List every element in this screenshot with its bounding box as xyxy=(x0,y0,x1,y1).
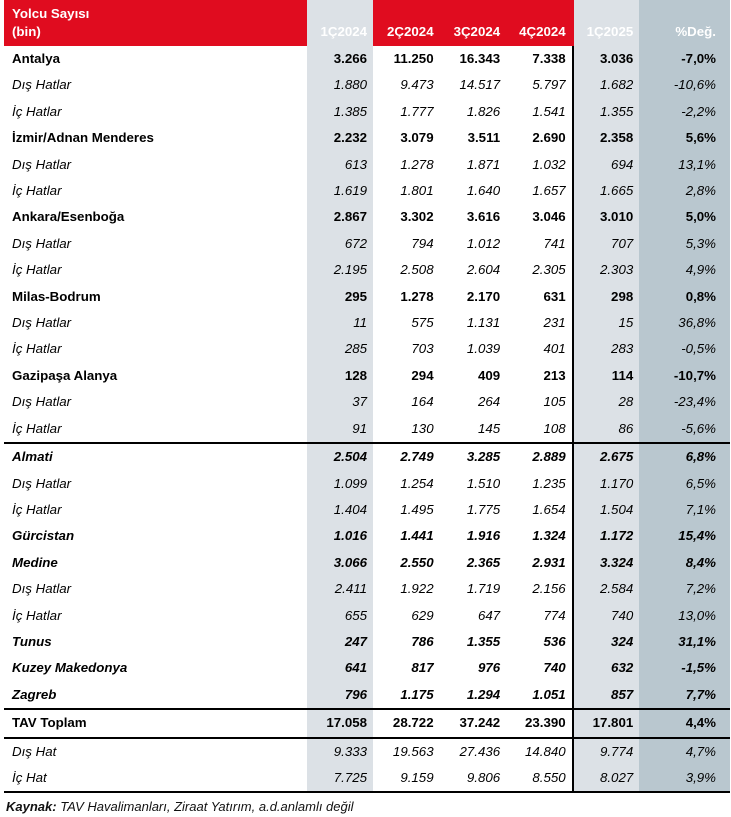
cell-value: 28 xyxy=(573,389,640,415)
cell-value: 285 xyxy=(307,336,374,362)
cell-value: 86 xyxy=(573,416,640,443)
cell-value: 1.131 xyxy=(466,315,501,331)
cell-value: 164 xyxy=(411,394,434,410)
cell-value: 145 xyxy=(477,420,501,436)
row-label: Almati xyxy=(4,443,307,470)
cell-value: 1.801 xyxy=(400,183,434,199)
cell-value: 9.774 xyxy=(573,738,640,765)
cell-value: 1.922 xyxy=(400,581,434,597)
cell-value: 1.510 xyxy=(466,475,501,491)
cell-change: 0,8% xyxy=(639,284,730,310)
column-header-q1-2024: 1Ç2024 xyxy=(307,0,374,46)
cell-change: 36,8% xyxy=(639,310,730,336)
cell-value: 1.682 xyxy=(573,72,640,98)
cell-value: 3.046 xyxy=(532,209,566,225)
cell-value: 3.079 xyxy=(400,130,434,146)
cell-value: 7.338 xyxy=(532,51,566,66)
cell-value: 3.511 xyxy=(467,130,501,146)
cell-value: 2.504 xyxy=(307,443,374,470)
table-row xyxy=(4,576,730,602)
cell-value: 2.232 xyxy=(307,125,374,151)
cell-value: 11.250 xyxy=(393,51,434,66)
cell-value: 247 xyxy=(307,629,374,655)
cell-value: 672 xyxy=(307,231,374,257)
row-label: Dış Hatlar xyxy=(12,581,72,597)
table-row xyxy=(4,257,730,283)
cell-value: 14.840 xyxy=(525,743,566,759)
row-label: İç Hatlar xyxy=(12,183,62,199)
cell-value: 7.725 xyxy=(307,765,374,792)
cell-value: 2.889 xyxy=(506,443,573,470)
table-row xyxy=(4,178,730,204)
cell-value: 2.584 xyxy=(573,576,640,602)
cell-value: 3.285 xyxy=(440,443,507,470)
cell-value: 2.303 xyxy=(573,257,640,283)
source-footnote xyxy=(6,797,731,817)
table-row xyxy=(4,99,730,125)
cell-value: 1.719 xyxy=(466,581,501,597)
cell-value: 2.195 xyxy=(307,257,374,283)
cell-value: 264 xyxy=(477,394,501,410)
cell-change: 5,0% xyxy=(639,204,730,230)
cell-value: 1.172 xyxy=(573,523,640,549)
table-row xyxy=(4,310,730,336)
cell-value: 324 xyxy=(573,629,640,655)
cell-change: 6,8% xyxy=(639,443,730,470)
cell-value: 105 xyxy=(543,394,566,410)
cell-change: 6,5% xyxy=(639,471,730,497)
cell-value: 1.012 xyxy=(466,235,501,251)
cell-value: 1.777 xyxy=(400,103,434,119)
cell-value: 1.871 xyxy=(466,156,501,172)
table-row xyxy=(4,738,730,765)
table-row xyxy=(4,284,730,310)
cell-change: 3,9% xyxy=(639,765,730,792)
table-row xyxy=(4,125,730,151)
cell-value: 2.604 xyxy=(466,262,501,278)
table-row xyxy=(4,46,730,72)
cell-change: -10,6% xyxy=(639,72,730,98)
cell-value: 3.302 xyxy=(400,209,434,225)
cell-value: 1.665 xyxy=(573,178,640,204)
cell-value: 2.358 xyxy=(573,125,640,151)
row-label: İç Hatlar xyxy=(12,501,62,517)
cell-value: 9.333 xyxy=(307,738,374,765)
cell-value: 796 xyxy=(307,682,374,709)
cell-change: 2,8% xyxy=(639,178,730,204)
cell-value: 23.390 xyxy=(506,709,573,737)
cell-value: 694 xyxy=(573,152,640,178)
cell-value: 1.324 xyxy=(532,528,566,544)
cell-value: 1.355 xyxy=(466,633,501,649)
cell-value: 3.036 xyxy=(573,46,640,72)
cell-value: 1.404 xyxy=(307,497,374,523)
table-row xyxy=(4,497,730,523)
cell-change: 13,1% xyxy=(639,152,730,178)
cell-value: 976 xyxy=(477,660,501,676)
cell-value: 1.355 xyxy=(573,99,640,125)
cell-value: 2.305 xyxy=(532,262,566,278)
cell-value: 19.563 xyxy=(392,743,434,759)
table-row xyxy=(4,523,730,549)
cell-value: 128 xyxy=(307,363,374,389)
cell-value: 3.266 xyxy=(307,46,374,72)
row-label: Dış Hatlar xyxy=(12,235,72,251)
row-label: Gürcistan xyxy=(12,528,75,544)
table-header-row xyxy=(4,0,730,46)
table-row xyxy=(4,72,730,98)
row-label: Antalya xyxy=(12,51,61,66)
cell-value: 9.473 xyxy=(400,77,434,93)
cell-change: -1,5% xyxy=(639,655,730,681)
cell-change: 8,4% xyxy=(639,550,730,576)
cell-value: 703 xyxy=(411,341,434,357)
cell-change: 13,0% xyxy=(639,603,730,629)
row-label: TAV Toplam xyxy=(4,709,307,737)
cell-value: 2.365 xyxy=(466,554,501,570)
cell-change: -7,0% xyxy=(639,46,730,72)
table-title-unit: (bin) xyxy=(12,24,41,40)
cell-value: 631 xyxy=(543,288,566,304)
cell-value: 1.032 xyxy=(532,156,566,172)
cell-value: 2.170 xyxy=(466,288,501,304)
cell-value: 3.616 xyxy=(466,209,501,225)
column-header-q1-2025: 1Ç2025 xyxy=(573,0,640,46)
cell-value: 114 xyxy=(573,363,640,389)
cell-value: 1.039 xyxy=(466,341,501,357)
cell-value: 2.550 xyxy=(400,554,434,570)
cell-value: 9.806 xyxy=(440,765,507,792)
cell-value: 647 xyxy=(477,607,501,623)
cell-value: 1.016 xyxy=(307,523,374,549)
cell-value: 707 xyxy=(573,231,640,257)
cell-value: 1.294 xyxy=(466,686,501,702)
cell-value: 130 xyxy=(411,420,434,436)
cell-change: 7,2% xyxy=(639,576,730,602)
cell-value: 213 xyxy=(543,367,566,383)
column-header-q3-2024: 3Ç2024 xyxy=(440,0,507,46)
cell-value: 2.690 xyxy=(532,130,566,146)
cell-value: 629 xyxy=(411,607,434,623)
cell-value: 298 xyxy=(573,284,640,310)
cell-value: 283 xyxy=(573,336,640,362)
cell-value: 575 xyxy=(411,315,434,331)
cell-change: 5,6% xyxy=(639,125,730,151)
table-header xyxy=(4,0,730,46)
cell-change: 31,1% xyxy=(639,629,730,655)
cell-value: 641 xyxy=(307,655,374,681)
row-label: İç Hat xyxy=(4,765,307,792)
table-body xyxy=(4,46,730,792)
cell-value: 3.324 xyxy=(573,550,640,576)
cell-value: 794 xyxy=(411,235,434,251)
cell-change: 7,7% xyxy=(639,682,730,709)
table-row xyxy=(4,231,730,257)
cell-value: 1.099 xyxy=(307,471,374,497)
table-row xyxy=(4,152,730,178)
table-row xyxy=(4,363,730,389)
cell-value: 1.541 xyxy=(532,103,566,119)
cell-change: 4,7% xyxy=(639,738,730,765)
passenger-statistics-table xyxy=(4,0,730,793)
column-header-q2-2024: 2Ç2024 xyxy=(373,0,440,46)
cell-value: 1.254 xyxy=(400,475,434,491)
cell-value: 8.550 xyxy=(506,765,573,792)
cell-value: 91 xyxy=(307,416,374,443)
cell-value: 786 xyxy=(411,633,434,649)
cell-value: 1.051 xyxy=(532,686,566,702)
cell-change: -23,4% xyxy=(639,389,730,415)
row-label: Gazipaşa Alanya xyxy=(12,367,118,383)
cell-value: 1.654 xyxy=(532,501,566,517)
cell-value: 817 xyxy=(411,660,434,676)
cell-value: 1.441 xyxy=(400,528,434,544)
source-label: Kaynak: xyxy=(6,799,57,815)
cell-value: 14.517 xyxy=(459,77,501,93)
row-label: Dış Hatlar xyxy=(12,156,72,172)
table-row xyxy=(4,471,730,497)
cell-value: 1.826 xyxy=(466,103,501,119)
table-row xyxy=(4,443,730,470)
source-text: TAV Havalimanları, Ziraat Yatırım, a.d.anlamlı değil xyxy=(56,799,354,815)
table-row xyxy=(4,416,730,443)
cell-change: 7,1% xyxy=(639,497,730,523)
row-label: Dış Hatlar xyxy=(12,394,72,410)
cell-value: 774 xyxy=(543,607,566,623)
cell-value: 27.436 xyxy=(459,743,501,759)
cell-value: 1.170 xyxy=(573,471,640,497)
cell-value: 613 xyxy=(307,152,374,178)
cell-value: 1.880 xyxy=(307,72,374,98)
cell-value: 741 xyxy=(543,235,566,251)
cell-value: 1.495 xyxy=(400,501,434,517)
cell-value: 37 xyxy=(307,389,374,415)
cell-change: -2,2% xyxy=(639,99,730,125)
cell-value: 1.916 xyxy=(466,528,501,544)
cell-change: -0,5% xyxy=(639,336,730,362)
cell-value: 2.867 xyxy=(307,204,374,230)
cell-value: 409 xyxy=(477,367,501,383)
cell-value: 1.657 xyxy=(532,183,566,199)
cell-value: 1.278 xyxy=(400,288,434,304)
table-row xyxy=(4,204,730,230)
cell-change: -10,7% xyxy=(639,363,730,389)
cell-value: 2.508 xyxy=(400,262,434,278)
row-label: Tunus xyxy=(12,633,52,649)
cell-value: 2.931 xyxy=(532,554,566,570)
row-label: Milas-Bodrum xyxy=(12,288,101,304)
row-label: Dış Hat xyxy=(12,743,57,759)
table-row xyxy=(4,603,730,629)
cell-value: 9.159 xyxy=(373,765,440,792)
table-row xyxy=(4,655,730,681)
cell-value: 8.027 xyxy=(573,765,640,792)
cell-change: 4,4% xyxy=(639,709,730,737)
table-row xyxy=(4,709,730,737)
cell-value: 1.235 xyxy=(532,475,566,491)
row-label: İç Hatlar xyxy=(12,607,62,623)
row-label: Ankara/Esenboğa xyxy=(12,209,125,225)
cell-value: 17.058 xyxy=(307,709,374,737)
cell-value: 294 xyxy=(411,367,434,383)
cell-change: 5,3% xyxy=(639,231,730,257)
cell-value: 740 xyxy=(543,660,566,676)
cell-value: 16.343 xyxy=(459,51,501,66)
row-label: Dış Hatlar xyxy=(12,77,72,93)
cell-change: 4,9% xyxy=(639,257,730,283)
table-row xyxy=(4,389,730,415)
cell-value: 5.797 xyxy=(532,77,566,93)
row-label: Dış Hatlar xyxy=(12,475,72,491)
cell-value: 3.066 xyxy=(307,550,374,576)
table-row xyxy=(4,765,730,792)
cell-value: 17.801 xyxy=(573,709,640,737)
cell-value: 655 xyxy=(307,603,374,629)
row-label: Dış Hatlar xyxy=(12,315,72,331)
cell-value: 401 xyxy=(543,341,566,357)
cell-value: 2.411 xyxy=(307,576,374,602)
row-label: İzmir/Adnan Menderes xyxy=(12,130,154,146)
row-label: İç Hatlar xyxy=(12,262,62,278)
column-header-change: %Değ. xyxy=(639,0,730,46)
cell-value: 857 xyxy=(573,682,640,709)
cell-value: 28.722 xyxy=(373,709,440,737)
cell-value: 1.385 xyxy=(307,99,374,125)
cell-value: 2.675 xyxy=(573,443,640,470)
cell-value: 1.619 xyxy=(307,178,374,204)
cell-value: 536 xyxy=(543,633,566,649)
row-label: İç Hatlar xyxy=(12,420,62,436)
cell-value: 1.504 xyxy=(573,497,640,523)
table-row xyxy=(4,550,730,576)
row-label: İç Hatlar xyxy=(12,103,62,119)
cell-value: 231 xyxy=(543,315,566,331)
table-row xyxy=(4,682,730,709)
row-label: Kuzey Makedonya xyxy=(12,660,128,676)
table-row xyxy=(4,629,730,655)
row-label: İç Hatlar xyxy=(12,341,62,357)
cell-value: 1.278 xyxy=(400,156,434,172)
cell-change: 15,4% xyxy=(639,523,730,549)
cell-value: 1.640 xyxy=(466,183,501,199)
cell-value: 1.175 xyxy=(400,686,434,702)
table-title xyxy=(4,0,307,46)
cell-value: 1.775 xyxy=(466,501,501,517)
row-label: Zagreb xyxy=(12,686,57,702)
cell-value: 740 xyxy=(573,603,640,629)
cell-value: 632 xyxy=(573,655,640,681)
cell-change: -5,6% xyxy=(639,416,730,443)
table-title-line1: Yolcu Sayısı xyxy=(12,6,90,21)
cell-value: 37.242 xyxy=(440,709,507,737)
cell-value: 15 xyxy=(573,310,640,336)
cell-value: 3.010 xyxy=(573,204,640,230)
column-header-q4-2024: 4Ç2024 xyxy=(506,0,573,46)
cell-value: 108 xyxy=(543,420,566,436)
table-row xyxy=(4,336,730,362)
cell-value: 2.749 xyxy=(373,443,440,470)
row-label: Medine xyxy=(12,554,58,570)
cell-value: 295 xyxy=(307,284,374,310)
cell-value: 11 xyxy=(307,310,374,336)
cell-value: 2.156 xyxy=(532,581,566,597)
